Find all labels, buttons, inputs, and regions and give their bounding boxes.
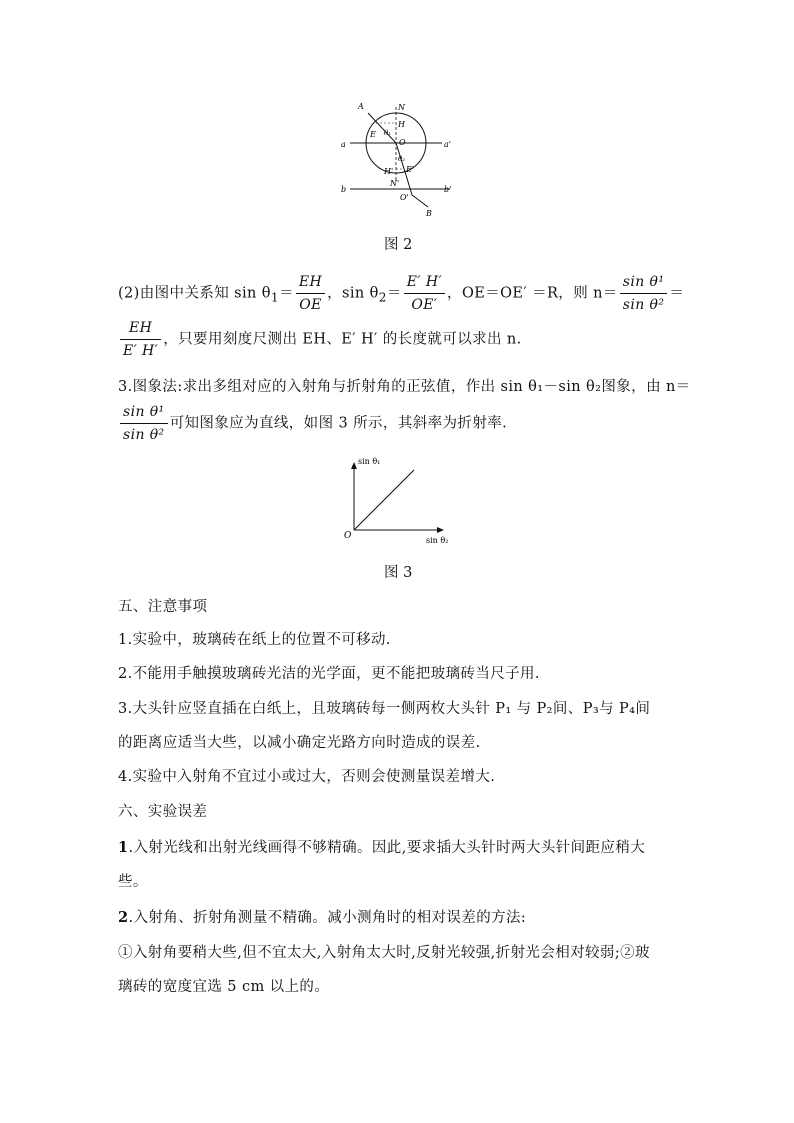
label-N-prime: N' <box>390 179 400 188</box>
label-O-prime: O' <box>400 193 409 202</box>
fraction-eh-oe <box>296 272 325 315</box>
label-N: N <box>398 103 405 112</box>
label-theta2: θ₂ <box>398 155 406 163</box>
fraction-ehp-num: E′ H′ <box>404 272 445 294</box>
section-5-title: 五、注意事项 <box>118 599 208 615</box>
section-6-item-2-number: 2 <box>118 909 129 926</box>
section-5-item-3: 3.大头针应竖直插在白纸上，且玻璃砖每一侧两枚大头针 P₁ 与 P₂间、P₃与 P₄间 <box>118 701 651 717</box>
fraction-eh-oe-num: EH <box>296 272 325 294</box>
label-theta1: θ₁ <box>384 129 392 137</box>
paragraph-2-line-2 <box>118 318 522 361</box>
label-H-prime: H' <box>384 167 394 176</box>
section-5-item-4: 4.实验中入射角不宜过小或过大，否则会使测量误差增大. <box>118 769 496 785</box>
section-6-item-1-number: 1 <box>118 839 129 856</box>
label-H: H <box>398 120 405 129</box>
figure-2-caption: 图 2 <box>384 237 413 253</box>
p2-rest: ，OE＝OE′ ＝R，则 n＝ <box>447 285 618 302</box>
fraction-ehp-oep <box>404 272 445 315</box>
section-6-item-2-text: .入射角、折射角测量不精确。减小测角时的相对误差的方法: <box>128 910 527 926</box>
label-b-left: b <box>341 185 347 194</box>
p2-mid: ，sin θ <box>327 285 379 302</box>
label-A: A <box>358 102 364 111</box>
exit-ray <box>406 175 412 195</box>
label-B: B <box>426 209 432 218</box>
section-6-item-2-line-2: ①入射角要稍大些,但不宜太大,入射角太大时,反射光较强,折射光会相对较弱;②玻 <box>118 945 650 961</box>
label-O: O <box>399 138 406 147</box>
fraction-eh-ehp-den: E′ H′ <box>123 343 159 359</box>
fraction-sin-ratio <box>620 272 668 315</box>
fraction-ehp-den: OE′ <box>411 297 438 313</box>
x-axis-arrow <box>437 527 444 533</box>
figure-3-caption: 图 3 <box>384 565 413 581</box>
label-a-right: a' <box>444 140 451 149</box>
p2-tail: ＝ <box>669 285 685 302</box>
fraction-sin-num: sin θ¹ <box>620 272 668 294</box>
label-a-left: a <box>341 140 346 149</box>
p3-line2-text: 可知图象应为直线，如图 3 所示，其斜率为折射率. <box>169 415 508 432</box>
figure-2-diagram <box>330 95 460 220</box>
x-axis-label: sin θ₂ <box>426 536 449 545</box>
y-axis-arrow <box>351 462 357 469</box>
section-6-item-1-text: .入射光线和出射光线画得不够精确。因此,要求插大头针时两大头针间距应稍大 <box>128 840 646 856</box>
fraction-sin-den: sin θ² <box>622 297 665 313</box>
label-E: E <box>370 130 376 139</box>
fraction-eh-ehp-num: EH <box>120 318 161 340</box>
proportional-line <box>354 470 414 530</box>
section-6-item-2-line-3: 璃砖的宽度宜选 5 cm 以上的。 <box>118 979 330 995</box>
fraction-n-sin-den: sin θ² <box>123 427 165 443</box>
label-E-prime: E' <box>406 165 415 174</box>
paragraph-3-line-1: 3.图象法:求出多组对应的入射角与折射角的正弦值，作出 sin θ₁－sin θ₂图象，由 n＝ <box>118 379 691 395</box>
y-axis-label: sin θ₁ <box>358 457 381 466</box>
fraction-n-sin-num: sin θ¹ <box>120 402 168 424</box>
p2-line2-text: ，只要用刻度尺测出 EH、E′ H′ 的长度就可以求出 n. <box>163 331 522 348</box>
p2-eq2: ＝ <box>386 285 402 302</box>
section-6-item-2-line-1 <box>118 908 526 928</box>
section-5-item-2: 2.不能用手触摸玻璃砖光洁的光学面，更不能把玻璃砖当尺子用. <box>118 666 540 682</box>
fraction-n-sin <box>120 402 168 445</box>
section-6-item-1-line-1 <box>118 838 645 858</box>
section-6-item-1-line-2: 些。 <box>118 874 148 890</box>
p2-eq1: ＝ <box>279 285 294 302</box>
emergent-ray <box>412 195 428 207</box>
section-5-item-3-cont: 的距离应适当大些，以减小确定光路方向时造成的误差. <box>118 735 481 751</box>
paragraph-3-line-2 <box>118 402 507 445</box>
section-5-item-1: 1.实验中，玻璃砖在纸上的位置不可移动. <box>118 632 391 648</box>
fraction-eh-oe-den: OE <box>299 297 322 313</box>
section-6-title: 六、实验误差 <box>118 804 208 820</box>
p2-prefix: (2)由图中关系知 sin θ <box>118 285 271 302</box>
origin-label: O <box>344 531 352 541</box>
fraction-eh-ehp <box>120 318 161 361</box>
label-b-right: b' <box>444 185 452 194</box>
figure-3-graph <box>340 452 460 547</box>
paragraph-2-line-1: (2)由图中关系知 $\sin \theta_1=$ $\frac{EH}{OE}$ ，$\sin \theta_2=$ $\frac{E' H'}{OE'}$ ，OE＝OE′ ＝R，则 n＝ $\frac{\text{sin θ¹}}{\text{sin θ²}}$ ＝ <box>118 274 685 313</box>
